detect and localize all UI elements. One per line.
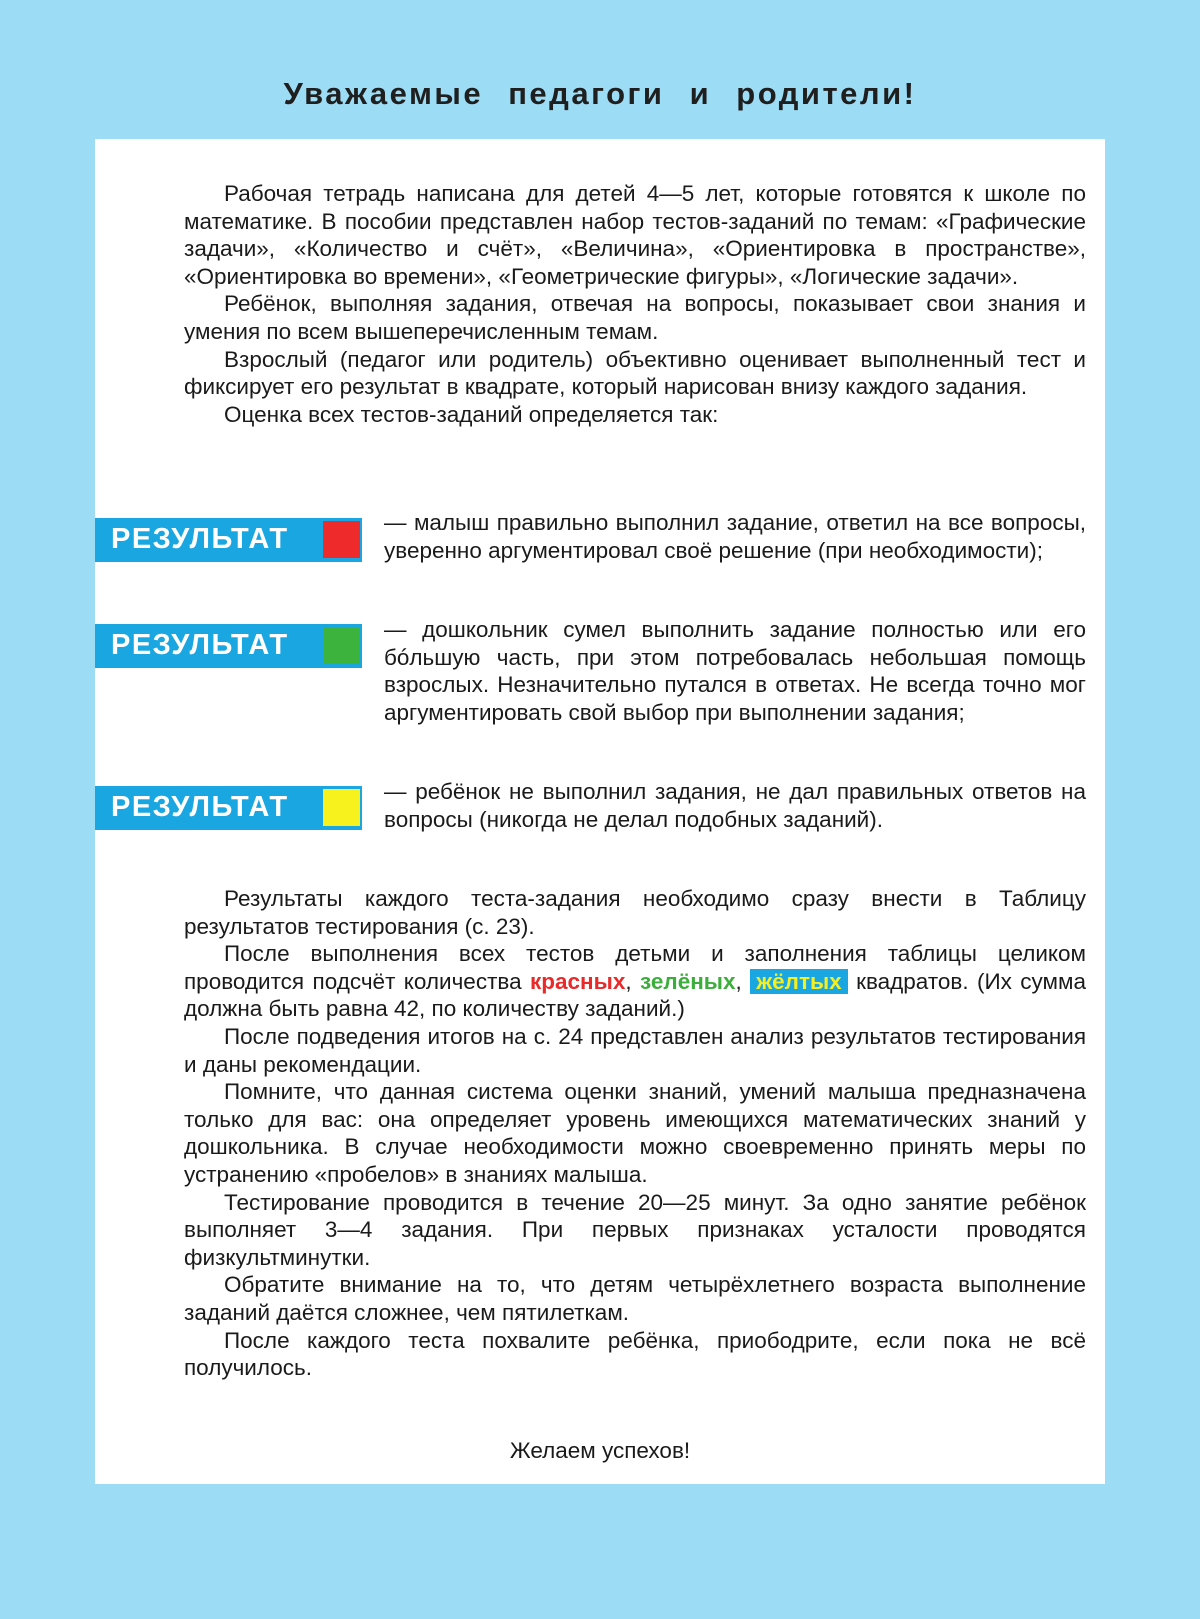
result-description-red (384, 509, 1086, 564)
separator: , (625, 968, 640, 994)
result-badge-label: РЕЗУЛЬТАТ (111, 629, 289, 661)
intro-paragraph: Рабочая тетрадь написана для детей 4—5 лет, которые готовятся к школе по математике. В пособии представлен набор тестов-заданий по темам: «Графические задачи», «Количество и счёт», «Величина», «Ориентировка в пространстве», «Ориентировка во времени», «Геометрические фигуры», «Логические задачи». (184, 181, 1086, 289)
result-badge-red (95, 518, 362, 562)
intro-paragraph: Взрослый (педагог или родитель) объективно оценивает выполненный тест и фиксирует его результат в квадрате, который нарисован внизу каждого задания. (184, 346, 1086, 400)
intro-paragraph: Ребёнок, выполняя задания, отвечая на вопросы, показывает свои знания и умения по всем вышеперечисленным темам. (184, 291, 1086, 344)
closing-paragraph: После подведения итогов на с. 24 представлен анализ результатов тестирования и даны рекомендации. (184, 1023, 1086, 1077)
word-red: красных (529, 968, 626, 994)
result-description-text: — малыш правильно выполнил задание, ответил на все вопросы, уверенно аргументировал своё решение (при необходимости); (384, 510, 1086, 563)
green-square-icon (323, 627, 360, 664)
closing-paragraph: Тестирование проводится в течение 20—25 минут. За одно занятие ребёнок выполняет 3—4 задания. При первых признаках усталости проводятся физкультминутки. (184, 1189, 1086, 1270)
closing-paragraph-colors (184, 940, 1086, 1023)
closing-paragraph: После каждого теста похвалите ребёнка, приободрите, если пока не всё получилось. (184, 1327, 1086, 1381)
yellow-square-icon (323, 789, 360, 826)
result-description-text: — дошкольник сумел выполнить задание полностью или его бóльшую часть, при этом потребовалась небольшая помощь взрослых. Незначительно путался в ответах. Не всегда точно мог аргументировать свой выбор при выполнении задания; (384, 617, 1086, 725)
closing-text (184, 885, 1086, 1382)
intro-paragraph: Оценка всех тестов-заданий определяется так: (224, 401, 719, 427)
intro-text (184, 180, 1086, 428)
page-title: Уважаемые педагоги и родители! (283, 76, 917, 111)
red-square-icon (323, 521, 360, 558)
result-badge-label: РЕЗУЛЬТАТ (111, 791, 289, 823)
word-green: зелёных (640, 968, 736, 994)
word-yellow: жёлтых (750, 969, 848, 994)
closing-paragraph: Обратите внимание на то, что детям четырёхлетнего возраста выполнение заданий даётся сложнее, чем пятилеткам. (184, 1272, 1086, 1325)
separator: , (735, 968, 751, 994)
result-description-text: — ребёнок не выполнил задания, не дал правильных ответов на вопросы (никогда не делал подобных заданий). (384, 779, 1086, 832)
text-fragment: квадратов. (Их сумма должна быть равна 42, по количеству заданий.) (184, 968, 1086, 1022)
closing-wish: Желаем успехов! (509, 1438, 691, 1463)
result-badge-green (95, 624, 362, 668)
result-badge-label: РЕЗУЛЬТАТ (111, 523, 289, 555)
closing-paragraph: Помните, что данная система оценки знаний, умений малыша предназначена только для вас: она определяет уровень имеющихся математических знаний у дошкольника. В случае необходимости можно своевременно принять меры по устранению «пробелов» в знаниях малыша. (184, 1079, 1086, 1187)
text-fragment: После выполнения всех тестов детьми и заполнения таблицы целиком проводится подсчёт количества (184, 941, 1086, 994)
result-description-green (384, 616, 1086, 726)
closing-paragraph: Результаты каждого теста-задания необходимо сразу внести в Таблицу результатов тестирования (с. 23). (184, 886, 1086, 939)
result-badge-yellow (95, 786, 362, 830)
result-description-yellow (384, 778, 1086, 833)
